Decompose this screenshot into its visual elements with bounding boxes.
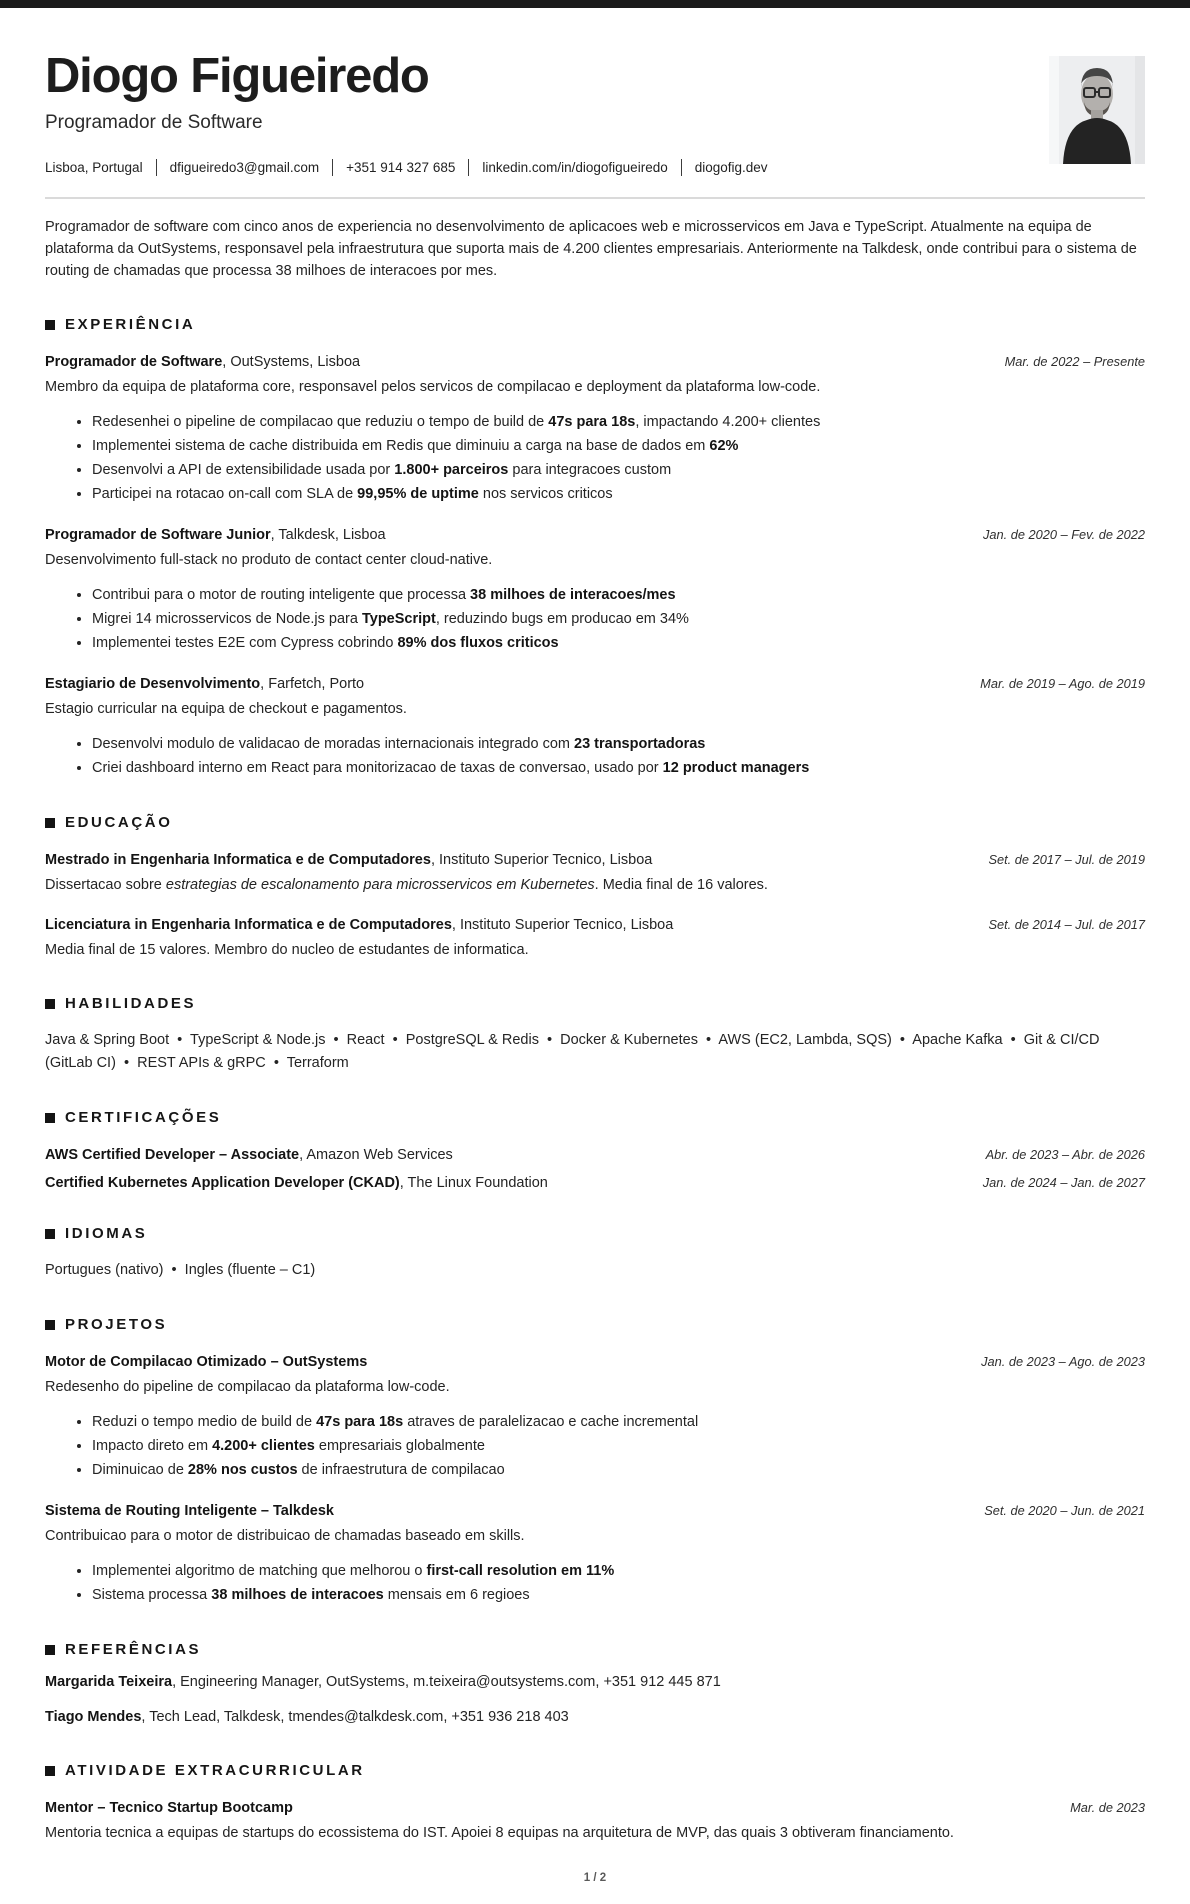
education-entry xyxy=(45,852,1145,896)
header-divider xyxy=(45,197,1145,199)
section-title: ATIVIDADE EXTRACURRICULAR xyxy=(65,1762,365,1779)
section-title: PROJETOS xyxy=(65,1316,168,1333)
person-name: Diogo Figueiredo xyxy=(45,49,429,103)
bullet-item: • Diminuicao de 28% nos custos de infraestrutura de compilacao xyxy=(92,1458,1145,1482)
section-marker-icon xyxy=(45,1766,55,1776)
degree-description: Media final de 15 valores. Membro do nucleo de estudantes de informatica. xyxy=(45,942,529,958)
job-title: Programador de Software, OutSystems, Lisboa xyxy=(45,354,361,370)
section-heading xyxy=(45,995,1145,1012)
bullet-item: • Implementei sistema de cache distribuida em Redis que diminuiu a carga na base de dados em 62% xyxy=(92,434,1145,458)
job-description: Membro da equipa de plataforma core, responsavel pelos servicos de compilacao e deployment da plataforma low-code. xyxy=(45,379,821,395)
job-date: Mar. de 2019 – Ago. de 2019 xyxy=(980,676,1145,691)
experience-entry xyxy=(45,676,1145,780)
section-extracurricular xyxy=(45,1762,1145,1844)
job-date: Mar. de 2022 – Presente xyxy=(1004,354,1145,369)
degree-title: Mestrado in Engenharia Informatica e de Computadores, Instituto Superior Tecnico, Lisboa xyxy=(45,852,653,868)
activity-description: Mentoria tecnica a equipas de startups do ecossistema do IST. Apoiei 8 equipas na arquitetura de MVP, das quais 3 obtiveram financiamento. xyxy=(45,1825,954,1841)
page-indicator: 1 / 2 xyxy=(583,1872,607,1884)
bullet-item: • Impacto direto em 4.200+ clientes empresariais globalmente xyxy=(92,1434,1145,1458)
bullet-item: • Implementei algoritmo de matching que melhorou o first-call resolution em 11% xyxy=(92,1559,1145,1583)
activity-date: Mar. de 2023 xyxy=(1070,1800,1145,1815)
certification-date: Abr. de 2023 – Abr. de 2026 xyxy=(985,1147,1145,1162)
job-title: Programador de Software Junior, Talkdesk, Lisboa xyxy=(45,527,386,543)
section-skills xyxy=(45,995,1145,1075)
section-certifications xyxy=(45,1109,1145,1191)
bullet-item: • Desenvolvi modulo de validacao de moradas internacionais integrado com 23 transportadoras xyxy=(92,732,1145,756)
experience-entry xyxy=(45,527,1145,655)
section-title: EXPERIÊNCIA xyxy=(65,316,196,333)
bullet-item: • Implementei testes E2E com Cypress cobrindo 89% dos fluxos criticos xyxy=(92,631,1145,655)
contact-separator xyxy=(156,159,157,176)
section-title: HABILIDADES xyxy=(65,995,197,1012)
contact-email: dfigueiredo3@gmail.com xyxy=(169,160,320,175)
bullet-item: • Redesenhei o pipeline de compilacao que reduziu o tempo de build de 47s para 18s, impactando 4.200+ clientes xyxy=(92,410,1145,434)
contact-linkedin: linkedin.com/in/diogofigueiredo xyxy=(482,160,668,175)
contact-location: Lisboa, Portugal xyxy=(45,160,143,175)
project-entry xyxy=(45,1503,1145,1607)
certification-entry xyxy=(45,1175,1145,1191)
job-title: Estagiario de Desenvolvimento, Farfetch, Porto xyxy=(45,676,365,692)
section-marker-icon xyxy=(45,1229,55,1239)
bullet-item: • Desenvolvi a API de extensibilidade usada por 1.800+ parceiros para integracoes custom xyxy=(92,458,1145,482)
skills-list: Java & Spring Boot • TypeScript & Node.js • React • PostgreSQL & Redis • Docker & Kubernetes • AWS (EC2, Lambda, SQS) • Apache Kafka • Git & CI/CD (GitLab CI) • REST APIs & gRPC • Terraform xyxy=(45,1032,1100,1071)
section-heading xyxy=(45,1316,1145,1333)
degree-date: Set. de 2017 – Jul. de 2019 xyxy=(988,852,1145,867)
degree-description: Dissertacao sobre estrategias de escalonamento para microsservicos em Kubernetes. Media final de 16 valores. xyxy=(45,877,768,893)
project-entry xyxy=(45,1354,1145,1482)
profile-photo xyxy=(1049,56,1145,164)
languages-list: Portugues (nativo) • Ingles (fluente – C1) xyxy=(45,1262,316,1278)
section-languages xyxy=(45,1225,1145,1282)
section-heading xyxy=(45,1109,1145,1126)
summary-paragraph: Programador de software com cinco anos de experiencia no desenvolvimento de aplicacoes web e microsservicos em Java e TypeScript. Atualmente na equipa de plataforma da OutSystems, responsavel pela infraestrutura que suporta mais de 4.200 clientes empresariais. Anteriormente na Talkdesk, onde contribui para o sistema de routing de chamadas que processa 38 milhoes de interacoes por mes. xyxy=(45,219,1137,279)
contact-separator xyxy=(681,159,682,176)
bullet-list xyxy=(45,732,1145,780)
degree-date: Set. de 2014 – Jul. de 2017 xyxy=(988,917,1145,932)
bullet-item: • Contribui para o motor de routing inteligente que processa 38 milhoes de interacoes/mes xyxy=(92,583,1145,607)
contact-row xyxy=(45,159,1049,176)
job-description: Estagio curricular na equipa de checkout e pagamentos. xyxy=(45,701,407,717)
reference-line: Tiago Mendes, Tech Lead, Talkdesk, tmendes@talkdesk.com, +351 936 218 403 xyxy=(45,1709,569,1725)
section-heading xyxy=(45,1762,1145,1779)
contact-phone: +351 914 327 685 xyxy=(346,160,456,175)
experience-entry xyxy=(45,354,1145,506)
bullet-item: • Reduzi o tempo medio de build de 47s para 18s atraves de paralelizacao e cache incremental xyxy=(92,1410,1145,1434)
contact-separator xyxy=(332,159,333,176)
section-marker-icon xyxy=(45,818,55,828)
job-date: Jan. de 2020 – Fev. de 2022 xyxy=(983,527,1145,542)
section-title: REFERÊNCIAS xyxy=(65,1641,202,1658)
section-references xyxy=(45,1641,1145,1728)
education-entry xyxy=(45,917,1145,961)
project-date: Set. de 2020 – Jun. de 2021 xyxy=(984,1503,1145,1518)
section-marker-icon xyxy=(45,320,55,330)
section-title: EDUCAÇÃO xyxy=(65,814,173,831)
bullet-list xyxy=(45,410,1145,506)
activity-entry xyxy=(45,1800,1145,1844)
certification-date: Jan. de 2024 – Jan. de 2027 xyxy=(982,1175,1145,1190)
section-heading xyxy=(45,1225,1145,1242)
section-heading xyxy=(45,316,1145,333)
activity-title: Mentor – Tecnico Startup Bootcamp xyxy=(45,1800,293,1816)
project-title: Motor de Compilacao Otimizado – OutSystems xyxy=(45,1354,368,1370)
section-heading xyxy=(45,814,1145,831)
header-identity xyxy=(45,49,1049,176)
contact-separator xyxy=(468,159,469,176)
contact-website: diogofig.dev xyxy=(694,160,768,175)
bullet-item: • Migrei 14 microsservicos de Node.js para TypeScript, reduzindo bugs em producao em 34% xyxy=(92,607,1145,631)
degree-title: Licenciatura in Engenharia Informatica e de Computadores, Instituto Superior Tecnico, Lisboa xyxy=(45,917,674,933)
certification-title: Certified Kubernetes Application Developer (CKAD), The Linux Foundation xyxy=(45,1175,548,1191)
bullet-item: • Participei na rotacao on-call com SLA de 99,95% de uptime nos servicos criticos xyxy=(92,482,1145,506)
section-title: CERTIFICAÇÕES xyxy=(65,1109,222,1126)
project-date: Jan. de 2023 – Ago. de 2023 xyxy=(981,1354,1145,1369)
section-marker-icon xyxy=(45,1320,55,1330)
person-role: Programador de Software xyxy=(45,112,263,133)
section-marker-icon xyxy=(45,1113,55,1123)
top-accent-bar xyxy=(0,0,1190,8)
section-marker-icon xyxy=(45,999,55,1009)
bullet-list xyxy=(45,1410,1145,1482)
header xyxy=(45,49,1145,176)
certification-entry xyxy=(45,1147,1145,1163)
project-description: Contribuicao para o motor de distribuicao de chamadas baseado em skills. xyxy=(45,1528,525,1544)
job-description: Desenvolvimento full-stack no produto de contact center cloud-native. xyxy=(45,552,493,568)
resume-page xyxy=(0,49,1190,1904)
bullet-list xyxy=(45,583,1145,655)
bullet-list xyxy=(45,1559,1145,1607)
bullet-item: • Sistema processa 38 milhoes de interacoes mensais em 6 regioes xyxy=(92,1583,1145,1607)
project-description: Redesenho do pipeline de compilacao da plataforma low-code. xyxy=(45,1379,450,1395)
section-heading xyxy=(45,1641,1145,1658)
certification-title: AWS Certified Developer – Associate, Amazon Web Services xyxy=(45,1147,453,1163)
section-title: IDIOMAS xyxy=(65,1225,148,1242)
project-title: Sistema de Routing Inteligente – Talkdesk xyxy=(45,1503,334,1519)
section-projects xyxy=(45,1316,1145,1607)
bullet-item: • Criei dashboard interno em React para monitorizacao de taxas de conversao, usado por 12 product managers xyxy=(92,756,1145,780)
section-marker-icon xyxy=(45,1645,55,1655)
section-education xyxy=(45,814,1145,961)
section-experience xyxy=(45,316,1145,780)
reference-line: Margarida Teixeira, Engineering Manager, OutSystems, m.teixeira@outsystems.com, +351 912 445 871 xyxy=(45,1674,721,1690)
